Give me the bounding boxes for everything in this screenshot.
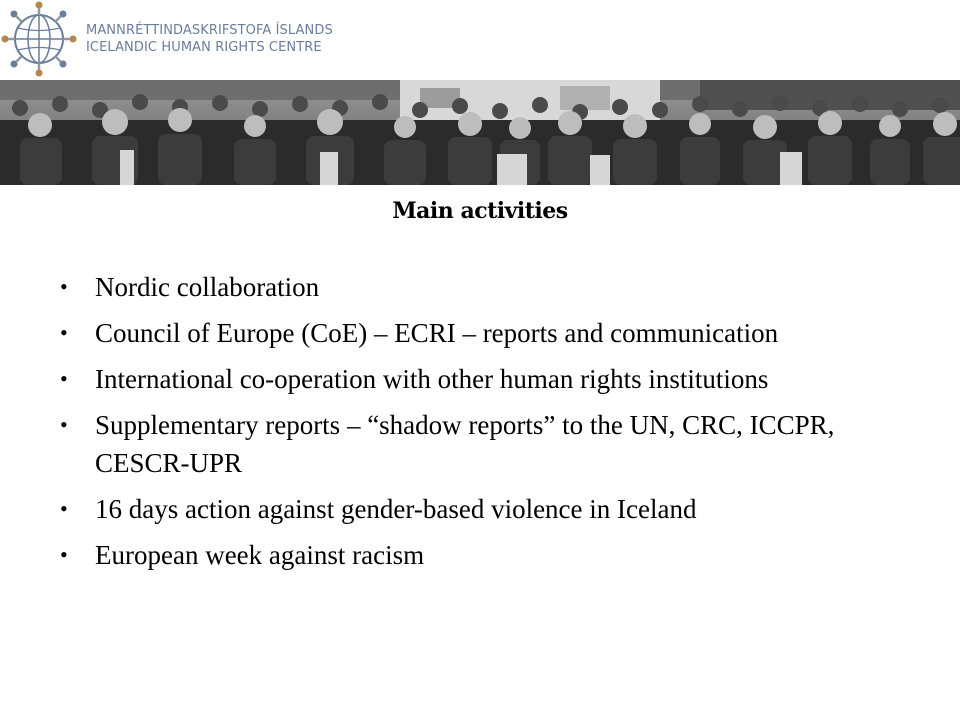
organization-name <box>86 22 333 56</box>
list-item-text: 16 days action against gender-based violence in Iceland <box>95 494 697 524</box>
list-item <box>0 360 960 398</box>
bullet-icon: • <box>60 496 68 521</box>
list-item-text: Supplementary reports – “shadow reports” to the UN, CRC, ICCPR, CESCR-UPR <box>95 410 835 478</box>
bullet-icon: • <box>60 320 68 345</box>
list-item <box>0 314 960 352</box>
globe-logo-icon <box>0 0 78 78</box>
bullet-icon: • <box>60 366 68 391</box>
list-item <box>0 406 960 482</box>
organization-name-icelandic: MANNRÉTTINDASKRIFSTOFA ÍSLANDS <box>86 23 333 38</box>
bullet-icon: • <box>60 542 68 567</box>
bullet-icon: • <box>60 412 68 437</box>
crowd-photo-banner <box>0 80 960 185</box>
list-item-text: European week against racism <box>95 540 425 570</box>
list-item-text: Council of Europe (CoE) – ECRI – reports and communication <box>95 318 779 348</box>
slide-title: Main activities <box>392 198 568 224</box>
bullet-icon: • <box>60 274 68 299</box>
organization-name-english: ICELANDIC HUMAN RIGHTS CENTRE <box>86 40 322 55</box>
activities-list <box>0 268 960 582</box>
list-item <box>0 536 960 574</box>
list-item <box>0 268 960 306</box>
list-item-text: Nordic collaboration <box>95 272 320 302</box>
list-item <box>0 490 960 528</box>
list-item-text: International co-operation with other human rights institutions <box>95 364 769 394</box>
